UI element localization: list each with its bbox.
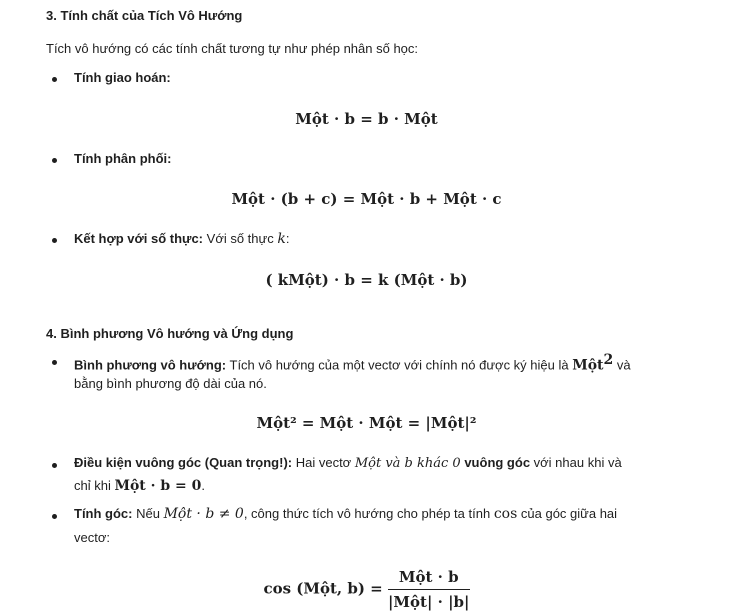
bullet	[52, 514, 57, 519]
denominator: |Một| · |b|	[387, 593, 470, 611]
math: cos	[493, 506, 518, 522]
label: Điều kiện vuông góc (Quan trọng!):	[74, 455, 293, 470]
section-3-heading: 3. Tính chất của Tích Vô Hướng	[46, 8, 243, 23]
scalar-square-item	[74, 352, 631, 373]
text: :	[285, 231, 290, 246]
text: Tích vô hướng của một vectơ với chính nó được ký hiệu là	[226, 357, 573, 373]
section-4-heading: 4. Bình phương Vô hướng và Ứng dụng	[46, 326, 294, 341]
text: và	[613, 357, 631, 373]
commutative-label: Tính giao hoán:	[74, 70, 171, 85]
scalar-item	[74, 231, 289, 247]
text: Hai vectơ	[292, 455, 355, 470]
formula-lhs: cos (Một, b) =	[263, 579, 388, 598]
distributive-label: Tính phân phối:	[74, 151, 172, 166]
section-3-intro: Tích vô hướng có các tính chất tương tự như phép nhân số học:	[46, 41, 419, 56]
angle-item	[74, 506, 617, 522]
math-var: k	[277, 231, 286, 247]
cosine-formula	[0, 568, 733, 611]
text: , công thức tích vô hướng cho phép ta tính	[243, 506, 494, 521]
square-formula: Một² = Một · Một = |Một|²	[256, 414, 477, 432]
label: Bình phương vô hướng:	[74, 357, 227, 373]
perpendicular-line2	[74, 478, 205, 494]
text: vectơ:	[74, 530, 110, 545]
scalar-label: Kết hợp với số thực:	[74, 231, 204, 246]
bullet	[52, 158, 57, 163]
distributive-formula: Một · (b + c) = Một · b + Một · c	[231, 190, 502, 208]
text: của góc giữa hai	[517, 506, 618, 521]
fraction	[388, 568, 470, 611]
perpendicular-item	[74, 455, 622, 471]
numerator: Một · b	[388, 568, 470, 590]
bullet	[52, 463, 57, 468]
commutative-formula: Một · b = b · Một	[295, 110, 438, 128]
text: bằng bình phương độ dài của nó.	[74, 376, 267, 391]
math: Một	[572, 357, 604, 374]
text: Nếu	[132, 506, 164, 521]
math: Một · b ≠ 0	[163, 506, 244, 522]
math-sup: 2	[603, 352, 614, 368]
text: .	[201, 478, 206, 493]
bold-text: vuông góc	[464, 455, 531, 470]
bullet	[52, 77, 57, 82]
math: Một và b khác 0	[354, 456, 461, 471]
text: Với số thực	[203, 231, 278, 246]
bullet	[52, 360, 57, 365]
text: với nhau khi và	[530, 455, 622, 470]
text: chỉ khi	[74, 478, 115, 493]
label: Tính góc:	[74, 506, 133, 521]
math: Một · b = 0	[114, 478, 202, 494]
bullet	[52, 238, 57, 243]
scalar-formula: ( kMột) · b = k (Một · b)	[265, 271, 468, 289]
